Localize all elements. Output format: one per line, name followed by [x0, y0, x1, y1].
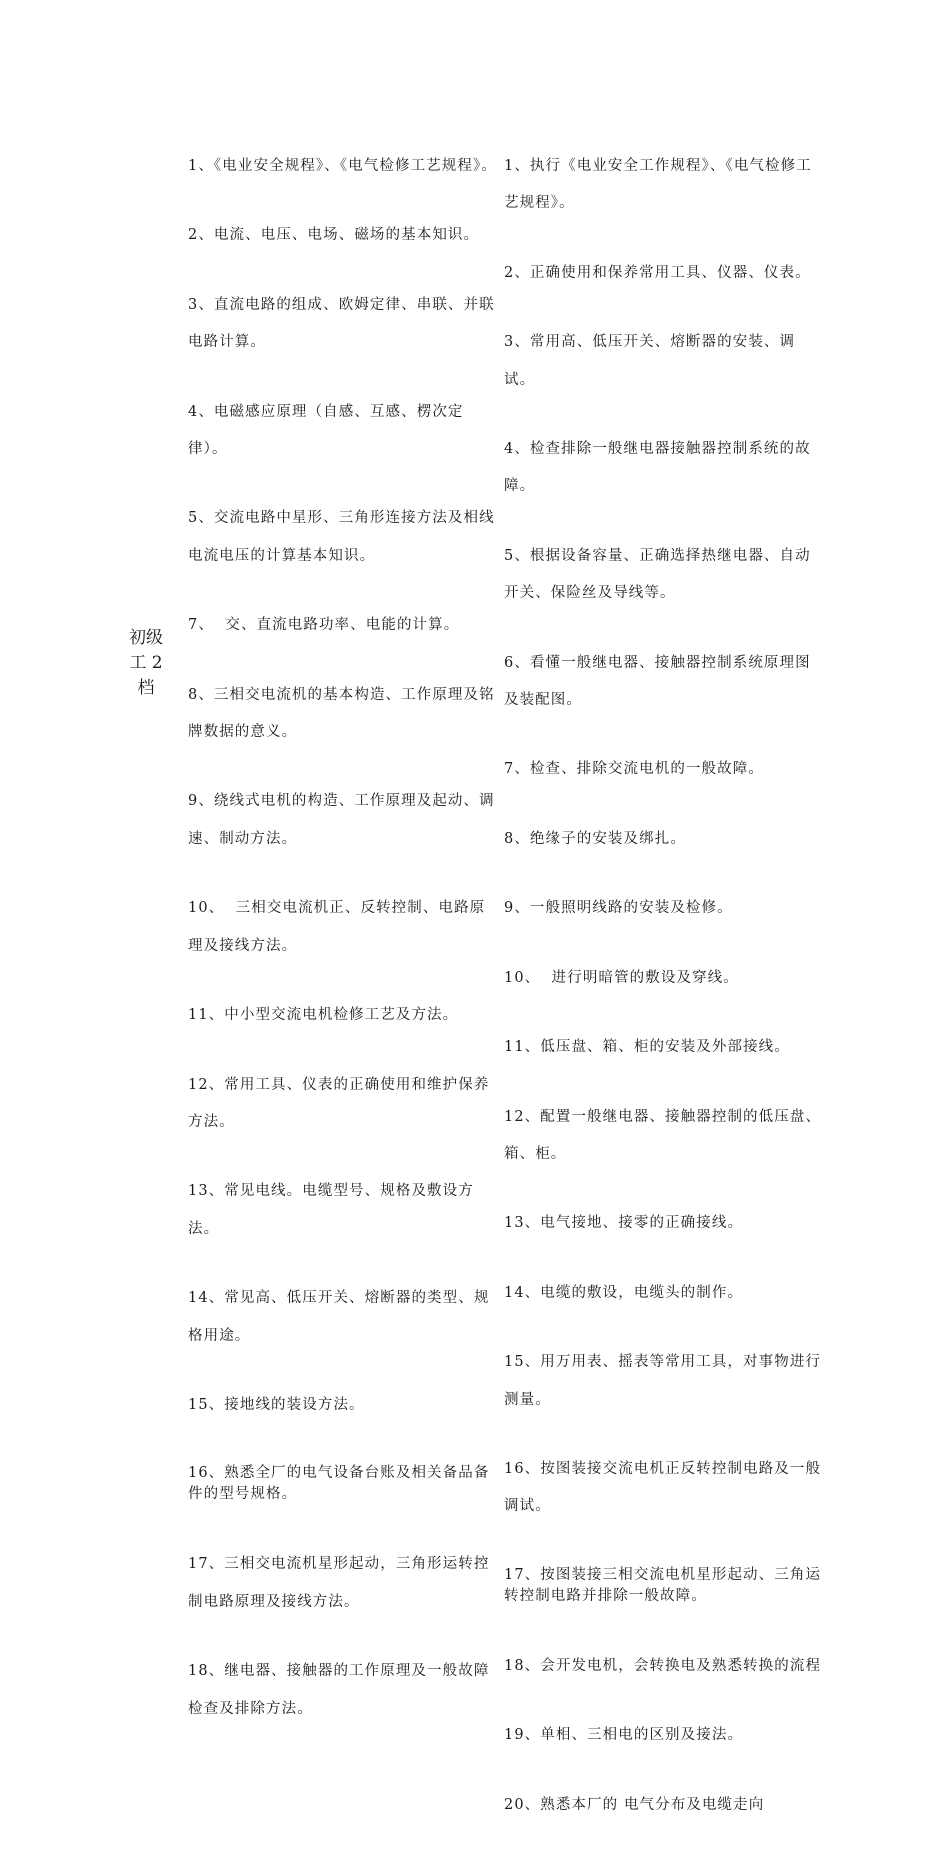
grade-level-line-3: 档 — [137, 678, 155, 698]
knowledge-item-9: 9、绕线式电机的构造、工作原理及起动、调速、制动方法。 — [188, 793, 495, 847]
skill-item-4: 4、检查排除一般继电器接触器控制系统的故障。 — [504, 441, 811, 495]
skill-item-5: 5、根据设备容量、正确选择热继电器、自动开关、保险丝及导线等。 — [504, 547, 811, 602]
grade-level-line-1: 初级 — [129, 628, 163, 648]
knowledge-item-8: 8、三相交电流机的基本构造、工作原理及铭牌数据的意义。 — [188, 686, 495, 741]
knowledge-item-18: 18、继电器、接触器的工作原理及一般故障检查及排除方法。 — [188, 1663, 490, 1717]
knowledge-item-14: 14、常见高、低压开关、熔断器的类型、规格用途。 — [188, 1290, 490, 1344]
skill-item-8: 8、绝缘子的安装及绑扎。 — [504, 830, 686, 847]
knowledge-item-12: 12、常用工具、仪表的正确使用和维护保养方法。 — [188, 1076, 490, 1130]
knowledge-item-11: 11、中小型交流电机检修工艺及方法。 — [188, 1007, 459, 1024]
skill-item-15: 15、用万用表、摇表等常用工具，对事物进行测量。 — [504, 1354, 822, 1408]
skill-item-18: 18、会开发电机，会转换电及熟悉转换的流程 — [504, 1657, 822, 1674]
skill-item-16: 16、按图装接交流电机正反转控制电路及一般调试。 — [504, 1460, 822, 1515]
knowledge-item-1: 1、《电业安全规程》、《电气检修工艺规程》。 — [188, 158, 497, 174]
grade-level-line-2: 工 2 — [129, 653, 163, 673]
skill-item-11: 11、低压盘、箱、柜的安装及外部接线。 — [504, 1039, 790, 1056]
skill-item-3: 3、常用高、低压开关、熔断器的安装、调试。 — [504, 334, 796, 388]
knowledge-item-13: 13、常见电线。电缆型号、规格及敷设方法。 — [188, 1183, 474, 1237]
knowledge-item-2: 2、电流、电压、电场、磁场的基本知识。 — [188, 227, 480, 244]
knowledge-requirements-column — [188, 116, 498, 1760]
knowledge-item-5: 5、交流电路中星形、三角形连接方法及相线电流电压的计算基本知识。 — [188, 510, 495, 564]
skill-item-10: 10、 进行明暗管的敷设及穿线。 — [504, 969, 739, 986]
skill-item-1: 1、执行《电业安全工作规程》、《电气检修工艺规程》。 — [504, 158, 812, 212]
grade-level-label — [118, 626, 174, 701]
skill-item-2: 2、正确使用和保养常用工具、仪器、仪表。 — [504, 264, 811, 281]
skill-requirements-column — [504, 116, 824, 1856]
skill-item-12: 12、配置一般继电器、接触器控制的低压盘、箱、柜。 — [504, 1108, 822, 1162]
skill-item-14: 14、电缆的敷设，电缆头的制作。 — [504, 1284, 744, 1301]
knowledge-item-15: 15、接地线的装设方法。 — [188, 1396, 365, 1413]
knowledge-item-7: 7、 交、直流电路功率、电能的计算。 — [188, 617, 460, 634]
knowledge-item-10: 10、 三相交电流机正、反转控制、电路原理及接线方法。 — [188, 900, 486, 954]
skill-item-13: 13、电气接地、接零的正确接线。 — [504, 1215, 744, 1232]
skill-item-7: 7、检查、排除交流电机的一般故障。 — [504, 761, 764, 778]
knowledge-item-16: 16、熟悉全厂的电气设备台账及相关备品备件的型号规格。 — [188, 1465, 490, 1503]
skill-item-20: 20、熟悉本厂的 电气分布及电缆走向 — [504, 1796, 765, 1813]
knowledge-item-17: 17、三相交电流机星形起动，三角形运转控制电路原理及接线方法。 — [188, 1556, 490, 1610]
skill-item-17: 17、按图装接三相交流电机星形起动、三角运转控制电路并排除一般故障。 — [504, 1566, 822, 1604]
skill-item-6: 6、看懂一般继电器、接触器控制系统原理图及装配图。 — [504, 654, 811, 709]
skill-item-9: 9、一般照明线路的安装及检修。 — [504, 900, 733, 917]
knowledge-item-4: 4、电磁感应原理（自感、互感、楞次定律）。 — [188, 403, 464, 458]
knowledge-item-3: 3、直流电路的组成、欧姆定律、串联、并联电路计算。 — [188, 296, 495, 351]
skill-item-19: 19、单相、三相电的区别及接法。 — [504, 1727, 744, 1744]
